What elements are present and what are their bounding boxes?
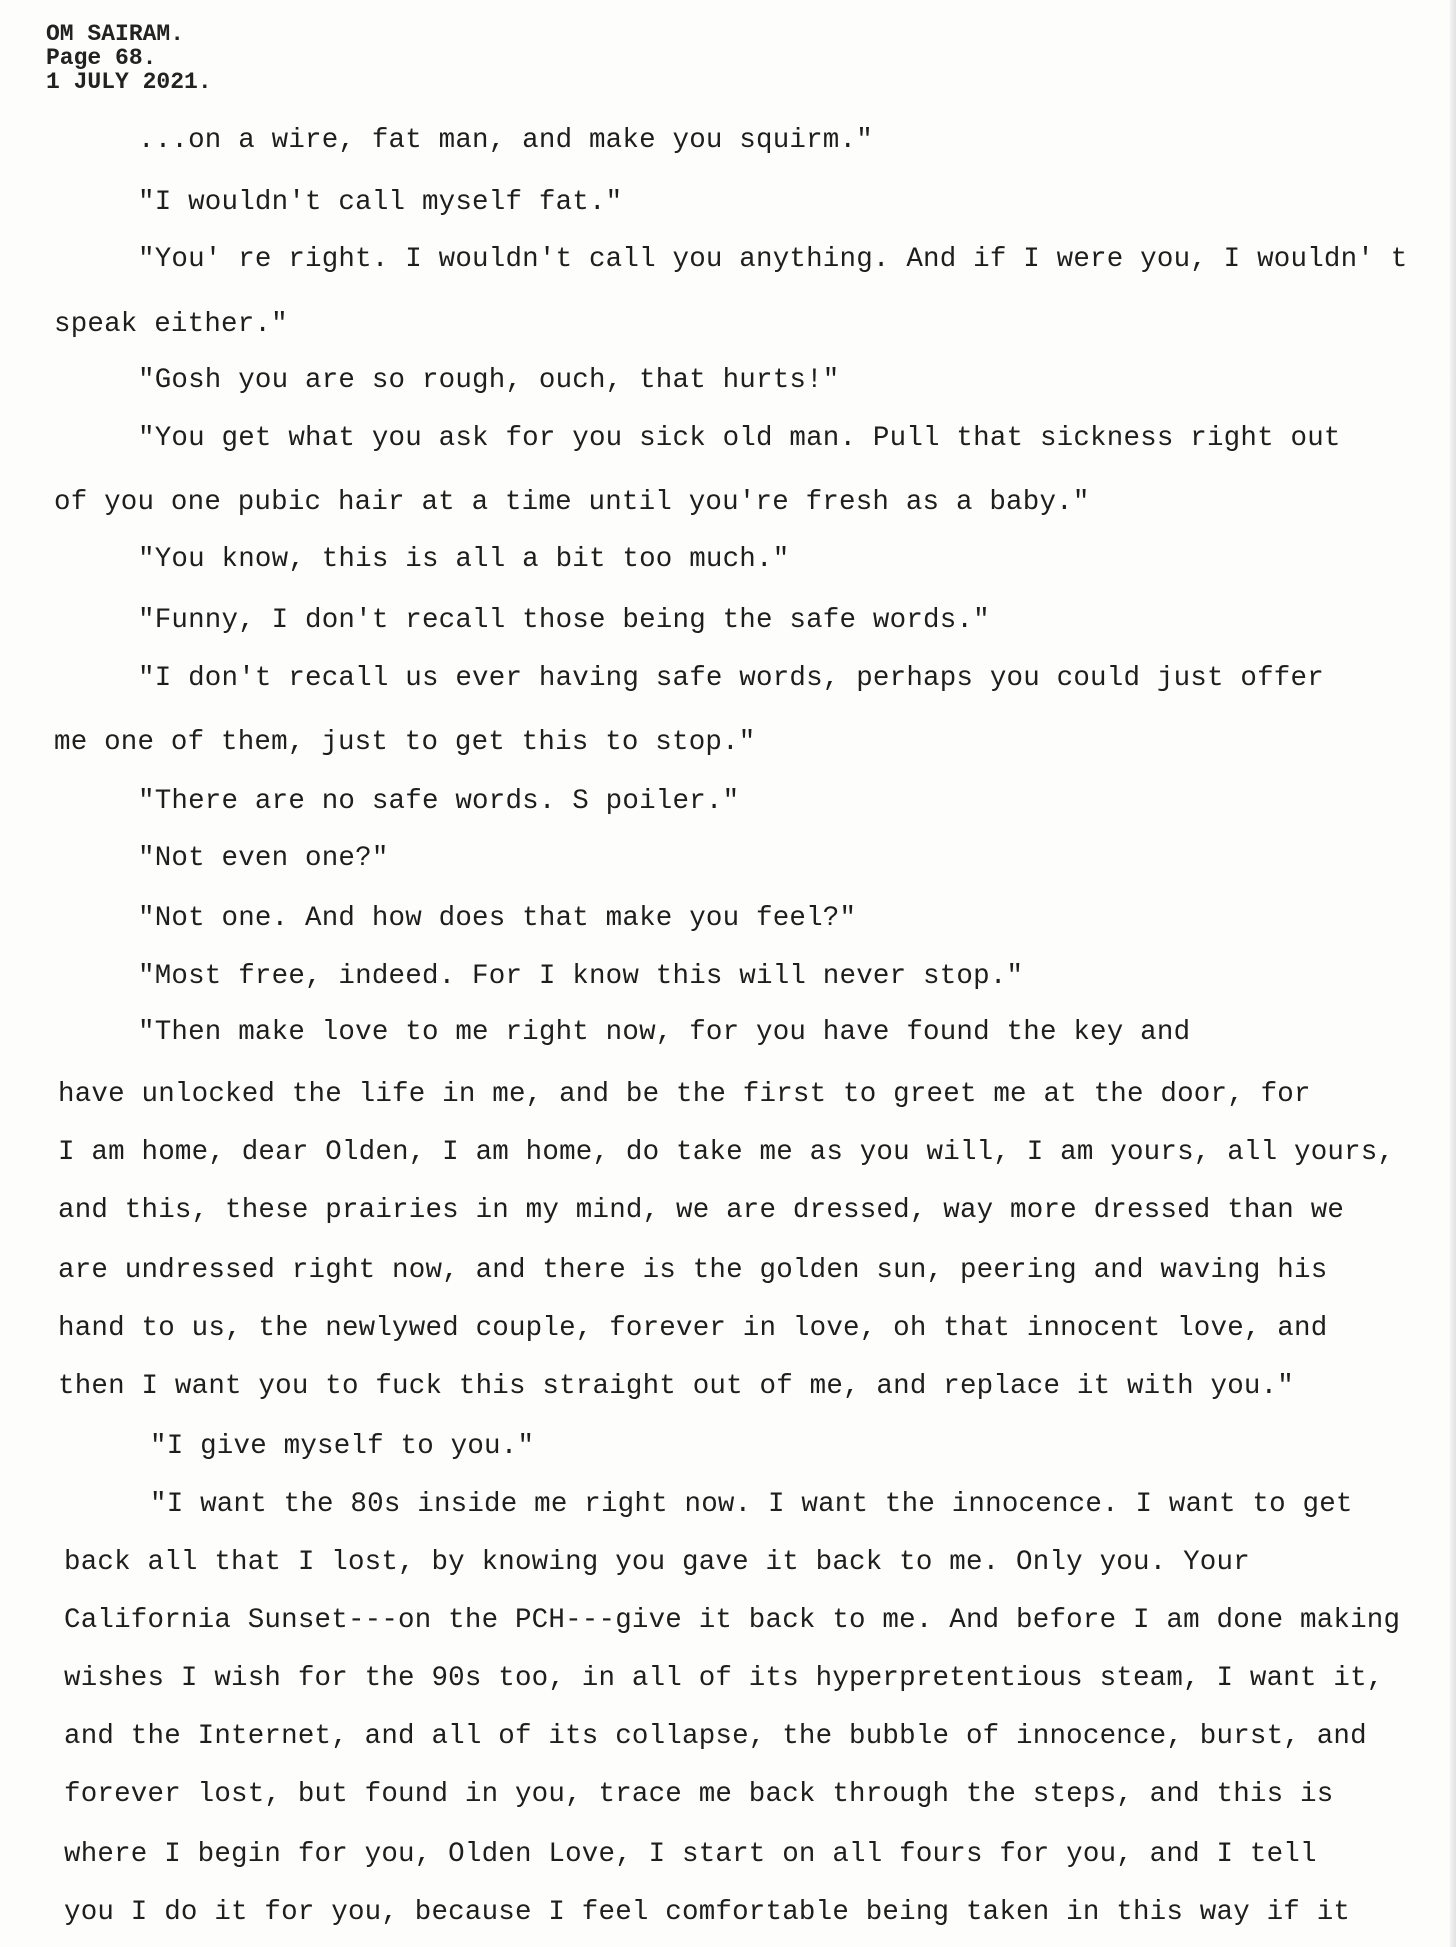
text-line: have unlocked the life in me, and be the first to greet me at the door, for xyxy=(58,1079,1311,1110)
text-line: "There are no safe words. S poiler." xyxy=(138,786,740,817)
text-line: "You know, this is all a bit too much." xyxy=(138,544,790,575)
text-line: "Not one. And how does that make you feel?" xyxy=(138,903,857,934)
text-line: "You get what you ask for you sick old man. Pull that sickness right out xyxy=(138,423,1341,454)
text-line: "Gosh you are so rough, ouch, that hurts!" xyxy=(138,365,840,396)
text-line: "I don't recall us ever having safe words, perhaps you could just offer xyxy=(138,663,1324,694)
text-line: forever lost, but found in you, trace me back through the steps, and this is xyxy=(64,1779,1334,1810)
text-line: "Most free, indeed. For I know this will never stop." xyxy=(138,961,1024,992)
text-line: of you one pubic hair at a time until you're fresh as a baby." xyxy=(54,487,1090,518)
text-line: back all that I lost, by knowing you gave it back to me. Only you. Your xyxy=(64,1547,1250,1578)
text-line: "Then make love to me right now, for you have found the key and xyxy=(138,1017,1191,1048)
text-line: "I wouldn't call myself fat." xyxy=(138,187,623,218)
text-line: California Sunset---on the PCH---give it back to me. And before I am done making xyxy=(64,1605,1401,1636)
page-date: 1 JULY 2021. xyxy=(46,69,212,95)
text-line: hand to us, the newlywed couple, forever in love, oh that innocent love, and xyxy=(58,1313,1328,1344)
text-line: "You' re right. I wouldn't call you anything. And if I were you, I wouldn' t xyxy=(138,244,1408,275)
paper-edge-shadow xyxy=(1450,0,1456,1947)
text-line: "I give myself to you." xyxy=(150,1431,535,1462)
text-line: "I want the 80s inside me right now. I want the innocence. I want to get xyxy=(150,1489,1353,1520)
header-greeting: OM SAIRAM. xyxy=(46,21,185,47)
text-line: where I begin for you, Olden Love, I start on all fours for you, and I tell xyxy=(64,1839,1317,1870)
text-line: are undressed right now, and there is the golden sun, peering and waving his xyxy=(58,1255,1328,1286)
text-line: I am home, dear Olden, I am home, do take me as you will, I am yours, all yours, xyxy=(58,1137,1395,1168)
page-number: Page 68. xyxy=(46,45,157,71)
text-line: then I want you to fuck this straight out of me, and replace it with you." xyxy=(58,1371,1294,1402)
text-line: and this, these prairies in my mind, we are dressed, way more dressed than we xyxy=(58,1195,1345,1226)
text-line: and the Internet, and all of its collapse, the bubble of innocence, burst, and xyxy=(64,1721,1367,1752)
text-line: speak either." xyxy=(54,309,288,340)
text-line: me one of them, just to get this to stop." xyxy=(54,727,756,758)
text-line: "Not even one?" xyxy=(138,843,389,874)
text-line: wishes I wish for the 90s too, in all of its hyperpretentious steam, I want it, xyxy=(64,1663,1384,1694)
text-line: "Funny, I don't recall those being the safe words." xyxy=(138,605,990,636)
page-header xyxy=(46,22,212,94)
text-line: you I do it for you, because I feel comfortable being taken in this way if it xyxy=(64,1897,1351,1928)
text-line: ...on a wire, fat man, and make you squirm." xyxy=(138,125,873,156)
